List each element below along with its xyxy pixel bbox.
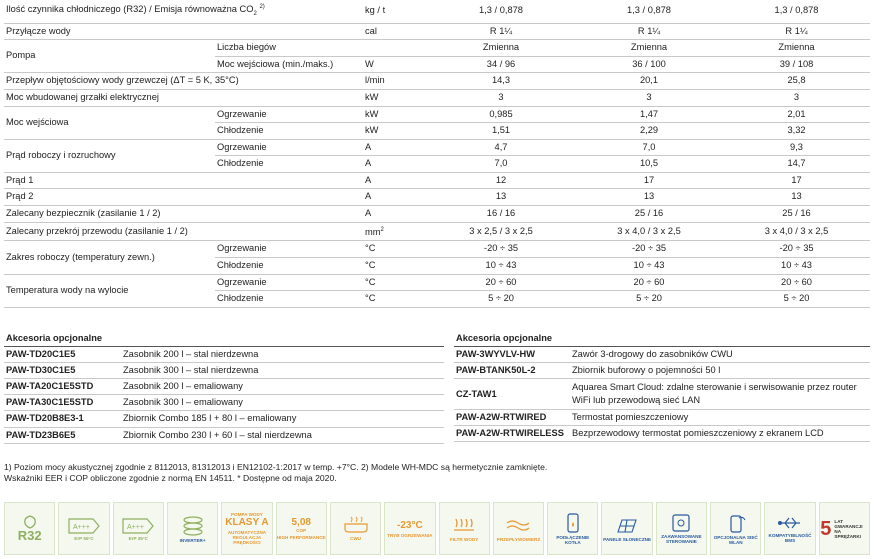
spec-label: Zalecany bezpiecznik (zasilanie 1 / 2) [4,206,363,223]
flow-meter-icon: PRZEPŁYWOMIERZ [493,502,544,555]
spec-row-outlet-heating [4,274,870,291]
spec-unit: kg / t [363,0,427,23]
bms-icon: KOMPATYBILNOŚĆ BMS [764,502,815,555]
accessories-title: Akcesoria opcjonalne [4,331,444,347]
spec-sublabel: Ogrzewanie [215,106,363,123]
spec-value: R 1¼ [575,23,723,40]
spec-row-flow [4,73,870,90]
spec-value: Zmienna [575,40,723,57]
spec-unit: A [363,139,427,156]
spec-sublabel: Ogrzewanie [215,139,363,156]
spec-sublabel: Ogrzewanie [215,241,363,258]
cwu-icon: CWU [330,502,381,555]
spec-row-heater [4,89,870,106]
spec-value: 25 / 16 [575,206,723,223]
spec-value: 2,01 [723,106,870,123]
accessory-desc: Zasobnik 300 l – stal nierdzewna [121,363,444,379]
accessories-title: Akcesoria opcjonalne [454,331,870,347]
spec-value: 1,3 / 0,878 [723,0,870,23]
svg-text:A+++: A+++ [127,523,145,531]
accessory-row [454,347,870,363]
accessories-right-table [454,331,870,442]
spec-unit [363,40,427,57]
spec-value: 13 [575,189,723,206]
spec-sublabel: Ogrzewanie [215,274,363,291]
spec-unit: $mm^2$ [363,222,427,241]
spec-row-breaker [4,206,870,223]
spec-value: 4,7 [427,139,575,156]
accessory-row [454,379,870,410]
water-filter-icon: FILTR WODY [439,502,490,555]
spec-value: 1,3 / 0,878 [427,0,575,23]
spec-label: Ilość czynnika chłodniczego (R32) / Emisja równoważna $CO_2$ $^{2)}$ [4,0,363,23]
spec-value: 10 ÷ 43 [723,257,870,274]
accessory-row [4,411,444,427]
accessory-desc: Bezprzewodowy termostat pomieszczeniowy z ekranem LCD [570,426,870,442]
accessory-code: PAW-BTANK50L-2 [454,363,570,379]
spec-value: -20 ÷ 35 [427,241,575,258]
spec-label: Temperatura wody na wylocie [4,274,215,307]
spec-unit: °C [363,241,427,258]
accessory-desc: Zbiornik buforowy o pojemności 50 l [570,363,870,379]
spec-value: 25,8 [723,73,870,90]
spec-value: 3,32 [723,123,870,140]
spec-value: 20,1 [575,73,723,90]
spec-value: 13 [723,189,870,206]
spec-label: Przyłącze wody [4,23,363,40]
spec-value: 20 ÷ 60 [723,274,870,291]
spec-sublabel: Liczba biegów [215,40,363,57]
accessory-desc: Aquarea Smart Cloud: zdalne sterowanie i serwisowanie przez router WiFi lub przewodową sieć LAN [570,379,870,410]
spec-label: Moc wbudowanej grzałki elektrycznej [4,89,363,106]
spec-table [4,0,870,308]
accessory-row [4,363,444,379]
accessory-desc: Zasobnik 200 l – stal nierdzewna [121,347,444,363]
accessory-code: PAW-TD30C1E5 [4,363,121,379]
spec-unit: kW [363,123,427,140]
spec-unit: A [363,206,427,223]
wlan-icon: OPCJONALNA SIEĆ WLAN [710,502,761,555]
heating-mode-icon: -23°C TRYB OGRZEWANIA [384,502,435,555]
spec-value: 2,29 [575,123,723,140]
spec-value: 12 [427,172,575,189]
accessory-row [454,410,870,426]
spec-unit: A [363,172,427,189]
spec-label: Prąd roboczy i rozruchowy [4,139,215,172]
pump-class-a-icon: POMPA WODY KLASY A AUTOMATYCZNA REGULACJA PRĘDKOŚCI [221,502,272,555]
spec-sublabel: Moc wejściowa (min./maks.) [215,56,363,73]
spec-value: 20 ÷ 60 [575,274,723,291]
spec-value: 20 ÷ 60 [427,274,575,291]
spec-label: Zalecany przekrój przewodu (zasilanie 1 / 2) [4,222,363,241]
spec-value: Zmienna [723,40,870,57]
accessory-desc: Termostat pomieszczeniowy [570,410,870,426]
accessory-code: PAW-3WYVLV-HW [454,347,570,363]
spec-row-pump-speeds [4,40,870,57]
spec-row-input-heating [4,106,870,123]
spec-row-current-heating [4,139,870,156]
spec-unit: l/min [363,73,427,90]
spec-value: 3 [575,89,723,106]
boiler-icon: PODŁĄCZENIE KOTŁA [547,502,598,555]
spec-value: -20 ÷ 35 [723,241,870,258]
spec-value: Zmienna [427,40,575,57]
spec-label: Prąd 2 [4,189,363,206]
warranty-icon: 5 LAT GWARANCJI NA SPRĘŻARKI [819,502,870,555]
spec-value: 10 ÷ 43 [575,257,723,274]
accessory-row [454,426,870,442]
spec-value: 14,3 [427,73,575,90]
spec-value: 1,3 / 0,878 [575,0,723,23]
feature-icons [4,502,870,555]
spec-label: Przepływ objętościowy wody grzewczej (ΔT = 5 K, 35°C) [4,73,363,90]
footnote-line: Wskaźniki EER i COP obliczone zgodnie z normą EN 14511. * Dostępne od maja 2020. [4,473,337,483]
spec-unit: °C [363,257,427,274]
r32-icon: R32 [4,502,55,555]
spec-value: 17 [723,172,870,189]
spec-value: 9,3 [723,139,870,156]
spec-value: R 1¼ [427,23,575,40]
erp-35-icon: A+++ ErP 35°C [113,502,164,555]
spec-value: 17 [575,172,723,189]
spec-unit: kW [363,106,427,123]
spec-unit: A [363,189,427,206]
spec-value: 3 x 4,0 / 3 x 2,5 [575,222,723,241]
spec-unit: °C [363,291,427,308]
spec-row-refrigerant [4,0,870,23]
spec-sublabel: Chłodzenie [215,291,363,308]
footnotes [4,462,864,484]
spec-sublabel: Chłodzenie [215,123,363,140]
erp-55-icon: A+++ ErP 55°C [58,502,109,555]
accessory-row [4,395,444,411]
solar-panel-icon: PANELE SŁONECZNE [601,502,652,555]
accessory-desc: Zbiornik Combo 185 l + 80 l – emaliowany [121,411,444,427]
spec-unit: A [363,156,427,173]
spec-value: 14,7 [723,156,870,173]
advanced-control-icon: ZAAWANSOWANE STEROWANIE [656,502,707,555]
footnote-line: 1) Poziom mocy akustycznej zgodnie z 8112013, 81312013 i EN12102-1:2017 w temp. +7°C. 2) Modele WH-MDC są hermetycznie zamknięte. [4,462,548,472]
spec-value: 13 [427,189,575,206]
spec-value: 10,5 [575,156,723,173]
accessories-left-table [4,331,444,444]
spec-value: 39 / 108 [723,56,870,73]
accessory-code: PAW-TA20C1E5STD [4,379,121,395]
accessory-code: PAW-A2W-RTWIRELESS [454,426,570,442]
accessory-code: PAW-TD23B6E5 [4,427,121,443]
spec-value: 10 ÷ 43 [427,257,575,274]
spec-sublabel: Chłodzenie [215,257,363,274]
spec-label: Pompa [4,40,215,73]
spec-value: 1,51 [427,123,575,140]
spec-row-cable [4,222,870,241]
accessory-desc: Zasobnik 200 l – emaliowany [121,379,444,395]
spec-value: 5 ÷ 20 [427,291,575,308]
accessory-desc: Zasobnik 300 l – emaliowany [121,395,444,411]
spec-row-range-heating [4,241,870,258]
spec-value: 7,0 [575,139,723,156]
spec-row-water-conn [4,23,870,40]
accessory-row [454,363,870,379]
spec-value: 3 x 2,5 / 3 x 2,5 [427,222,575,241]
accessory-row [4,347,444,363]
spec-row-current1 [4,172,870,189]
accessory-row [4,427,444,443]
spec-unit: cal [363,23,427,40]
spec-unit: W [363,56,427,73]
cop-icon: 5,08 COP HIGH PERFORMANCE [276,502,327,555]
spec-sublabel: Chłodzenie [215,156,363,173]
spec-value: 0,985 [427,106,575,123]
spec-label: Moc wejściowa [4,106,215,139]
inverter-icon: INVERTER+ [167,502,218,555]
svg-text:A+++: A+++ [72,523,90,531]
accessory-code: PAW-TA30C1E5STD [4,395,121,411]
spec-value: 7,0 [427,156,575,173]
spec-value: 3 [723,89,870,106]
accessory-desc: Zbiornik Combo 230 l + 60 l – stal nierdzewna [121,427,444,443]
spec-value: 3 [427,89,575,106]
accessory-desc: Zawór 3-drogowy do zasobników CWU [570,347,870,363]
spec-value: 5 ÷ 20 [575,291,723,308]
accessory-code: PAW-A2W-RTWIRED [454,410,570,426]
spec-unit: °C [363,274,427,291]
spec-row-current2 [4,189,870,206]
accessories-header [4,331,444,347]
accessory-code: PAW-TD20B8E3-1 [4,411,121,427]
spec-value: R 1¼ [723,23,870,40]
spec-value: 25 / 16 [723,206,870,223]
spec-value: 1,47 [575,106,723,123]
accessory-row [4,379,444,395]
accessory-code: CZ-TAW1 [454,379,570,410]
spec-label: Prąd 1 [4,172,363,189]
spec-value: 36 / 100 [575,56,723,73]
spec-unit: kW [363,89,427,106]
spec-value: 5 ÷ 20 [723,291,870,308]
spec-value: 3 x 4,0 / 3 x 2,5 [723,222,870,241]
accessories-header [454,331,870,347]
spec-label: Zakres roboczy (temperatury zewn.) [4,241,215,274]
spec-value: 16 / 16 [427,206,575,223]
accessory-code: PAW-TD20C1E5 [4,347,121,363]
spec-value: 34 / 96 [427,56,575,73]
spec-value: -20 ÷ 35 [575,241,723,258]
